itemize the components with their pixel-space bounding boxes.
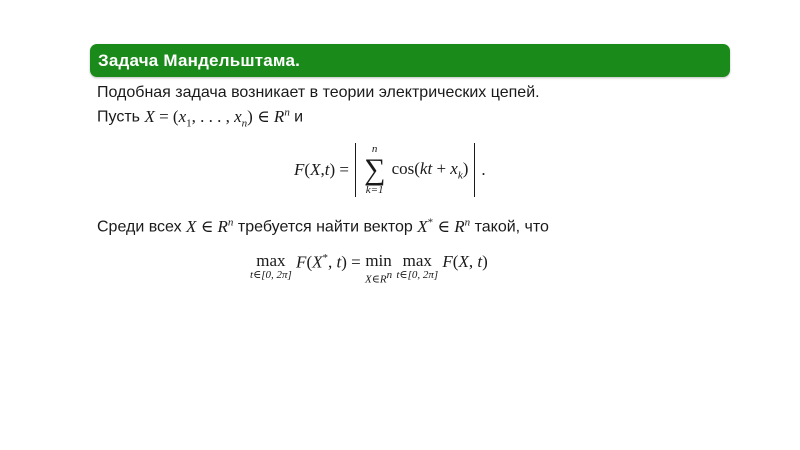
abs-right-bar [474,143,475,197]
intro-line [97,84,540,102]
function-formula: F ( X , t ) = n ∑ k=1 $\cos(kt + x_k)$ . [294,143,486,196]
max-operator: max t∈[0, 2π] [250,251,292,281]
abs-left-bar [355,143,356,197]
definition-prefix: Пусть [97,108,140,126]
problem-prefix: Среди всех [97,218,182,236]
slide-title: Задача Мандельштама. [98,51,301,70]
minimax-formula: max t∈[0, 2π] F(X*, t) = min $X\in R^n$ max t∈[0, 2π] F(X, t) [250,251,488,286]
problem-vector-formula: X* ∈ $R^n$ [417,216,471,236]
min-operator: min $X\in R^n$ [364,251,393,286]
problem-mid: требуется найти вектор [237,218,413,236]
intro-text: Подобная задача возникает в теории электрических цепей. [97,84,540,101]
problem-set-formula: X ∈ $R^n$ [186,216,234,236]
definition-suffix: и [294,108,303,126]
title-bar [90,44,730,77]
definition-line [97,106,303,129]
definition-formula: $X = (x_1$, . . . , $x_n$) ∈ $R^n$ [144,106,290,130]
problem-suffix: такой, что [474,218,549,236]
sum-operator: n ∑ k=1 [363,143,386,196]
problem-line [97,216,549,237]
max-operator-2: max t∈[0, 2π] [396,251,439,281]
